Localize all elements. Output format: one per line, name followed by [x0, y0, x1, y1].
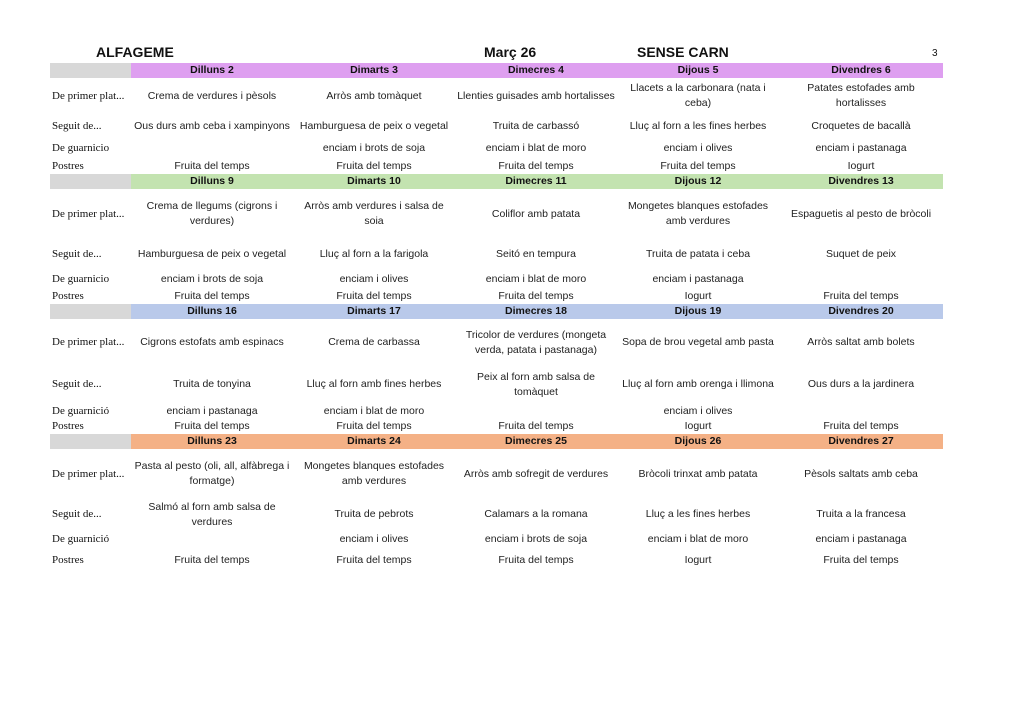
menu-cell [455, 403, 617, 419]
menu-row-first-course [50, 78, 943, 114]
menu-cell: Patates estofades amb hortalisses [807, 82, 915, 109]
menu-cell: Fruita del temps [823, 420, 899, 432]
menu-cell: Iogurt [684, 553, 712, 566]
menu-cell: enciam i brots de soja [160, 273, 264, 285]
menu-cell: Fruita del temps [174, 160, 250, 172]
menu-row-first-course [50, 189, 943, 239]
menu-cell: Mongetes blanques estofades amb verdures [303, 460, 445, 487]
week-header-row [50, 63, 943, 78]
row-label: Seguit de... [52, 248, 102, 260]
menu-cell: enciam i blat de moro [485, 273, 587, 285]
menu-cell: Arròs amb sofregit de verdures [463, 467, 609, 480]
day-header: Dimecres 11 [455, 174, 617, 189]
header-blank-cell [50, 174, 131, 189]
day-header: Dimarts 24 [293, 434, 455, 449]
menu-cell: Lluç al forn a la farigola [319, 248, 429, 260]
row-label: De primer plat... [52, 336, 125, 348]
day-header: Divendres 6 [779, 63, 943, 78]
row-label: De guarnició [52, 533, 110, 545]
header-blank-cell [50, 434, 131, 449]
menu-cell: enciam i pastanaga [815, 142, 907, 154]
menu-cell: Llenties guisades amb hortalisses [457, 89, 615, 102]
day-header: Dilluns 9 [131, 174, 293, 189]
menu-cell: Peix al forn amb salsa de tomàquet [477, 370, 595, 398]
month-title: Març 26 [484, 44, 537, 60]
row-label: De primer plat... [52, 467, 125, 480]
menu-cell: Ous durs amb ceba i xampinyons [134, 119, 290, 132]
row-label: De guarnicio [52, 273, 110, 285]
day-header: Dimarts 10 [293, 174, 455, 189]
menu-cell: enciam i brots de soja [322, 142, 426, 154]
menu-row-garnish [50, 530, 943, 549]
menu-cell: enciam i pastanaga [166, 404, 258, 417]
menu-cell: enciam i pastanaga [815, 533, 907, 545]
menu-cell: enciam i olives [663, 142, 733, 154]
menu-cell: Truita de tonyina [173, 378, 251, 390]
menu-cell: Espaguetis al pesto de bròcoli [790, 207, 932, 220]
menu-cell: enciam i blat de moro [323, 404, 425, 417]
menu-cell: Iogurt [847, 160, 875, 172]
menu-cell: Cigrons estofats amb espinacs [140, 336, 284, 348]
school-name: ALFAGEME [96, 44, 174, 60]
menu-cell: Bròcoli trinxat amb patata [638, 467, 758, 480]
menu-cell: Lluç al forn amb fines herbes [306, 378, 442, 390]
day-header: Dimarts 17 [293, 304, 455, 319]
day-header: Dimarts 3 [293, 63, 455, 78]
row-label: Seguit de... [52, 378, 102, 390]
day-header: Dimecres 18 [455, 304, 617, 319]
menu-cell: enciam i brots de soja [484, 533, 588, 545]
menu-cell: Pasta al pesto (oli, all, alfàbrega i formatge) [134, 460, 290, 487]
day-header: Dijous 26 [617, 434, 779, 449]
menu-cell: Fruita del temps [174, 420, 250, 432]
menu-cell: Fruita del temps [498, 160, 574, 172]
menu-row-garnish [50, 138, 943, 159]
menu-cell: Lluç al forn a les fines herbes [629, 119, 767, 132]
menu-cell: Arròs amb verdures i salsa de soia [304, 200, 444, 227]
menu-cell: enciam i olives [339, 533, 409, 545]
menu-cell: Arròs saltat amb bolets [807, 336, 915, 348]
menu-cell: Tricolor de verdures (mongeta verda, patata i pastanaga) [465, 328, 607, 356]
header-blank-cell [50, 304, 131, 319]
menu-cell: Iogurt [684, 290, 712, 302]
menu-cell [131, 530, 293, 549]
row-label: De primer plat... [52, 89, 125, 102]
menu-row-second-course [50, 366, 943, 403]
menu-cell [779, 403, 943, 419]
menu-cell: Croquetes de bacallà [811, 119, 911, 132]
menu-cell: Suquet de peix [825, 248, 897, 260]
menu-cell: Arròs amb tomàquet [326, 89, 422, 102]
week-header-row [50, 434, 943, 449]
row-label: Seguit de... [52, 119, 102, 132]
menu-cell: Truita de carbassó [492, 119, 580, 132]
row-label: Postres [52, 160, 84, 172]
menu-table [50, 63, 943, 571]
header-blank-cell [50, 63, 131, 78]
row-label: De guarnicio [52, 142, 110, 154]
menu-row-dessert [50, 549, 943, 571]
row-label: Seguit de... [52, 508, 102, 520]
menu-cell: Ous durs a la jardinera [807, 378, 915, 390]
menu-cell: enciam i blat de moro [647, 533, 749, 545]
menu-cell [131, 138, 293, 159]
week-header-row [50, 304, 943, 319]
menu-cell: Lluç al forn amb orenga i llimona [622, 378, 774, 390]
menu-cell: Truita de pebrots [334, 508, 414, 520]
day-header: Divendres 20 [779, 304, 943, 319]
menu-row-dessert [50, 159, 943, 174]
menu-cell: Mongetes blanques estofades amb verdures [627, 200, 769, 227]
day-header: Dimecres 4 [455, 63, 617, 78]
menu-cell: Fruita del temps [498, 420, 574, 432]
menu-row-garnish [50, 403, 943, 419]
row-label: Postres [52, 420, 84, 432]
menu-cell: Fruita del temps [823, 553, 899, 566]
menu-cell: Pèsols saltats amb ceba [804, 467, 918, 480]
menu-cell: enciam i olives [339, 273, 409, 285]
menu-cell: Fruita del temps [336, 553, 412, 566]
menu-cell: Crema de carbassa [328, 336, 420, 348]
menu-cell: Fruita del temps [174, 553, 250, 566]
menu-cell: Truita a la francesa [816, 508, 906, 520]
menu-cell: Salmó al forn amb salsa de verdures [148, 500, 276, 528]
menu-row-second-course [50, 499, 943, 530]
day-header: Divendres 27 [779, 434, 943, 449]
menu-cell: Fruita del temps [823, 290, 899, 302]
menu-row-garnish [50, 270, 943, 289]
menu-cell: Fruita del temps [336, 420, 412, 432]
menu-cell: Crema de verdures i pèsols [147, 89, 277, 102]
menu-cell: Fruita del temps [498, 553, 574, 566]
menu-cell: Fruita del temps [336, 160, 412, 172]
menu-cell: Truita de patata i ceba [645, 248, 751, 260]
menu-cell: Fruita del temps [174, 290, 250, 302]
menu-cell: Calamars a la romana [484, 508, 588, 520]
menu-row-dessert [50, 289, 943, 304]
menu-cell: enciam i olives [663, 404, 733, 417]
week-header-row [50, 174, 943, 189]
menu-cell: Hamburguesa de peix o vegetal [137, 248, 287, 260]
menu-cell [779, 270, 943, 289]
menu-row-dessert [50, 419, 943, 434]
day-header: Dilluns 16 [131, 304, 293, 319]
menu-cell: Coliflor amb patata [491, 207, 581, 220]
day-header: Dijous 12 [617, 174, 779, 189]
menu-cell: Crema de llegums (cigrons i verdures) [146, 200, 278, 227]
menu-cell: Sopa de brou vegetal amb pasta [622, 336, 774, 348]
menu-cell: Llacets a la carbonara (nata i ceba) [630, 82, 766, 109]
menu-cell: Fruita del temps [660, 160, 736, 172]
menu-cell: Seitó en tempura [496, 248, 576, 260]
day-header: Divendres 13 [779, 174, 943, 189]
row-label: De primer plat... [52, 207, 125, 220]
menu-row-second-course [50, 114, 943, 138]
page-number: 3 [932, 48, 938, 59]
day-header: Dilluns 2 [131, 63, 293, 78]
menu-cell: Hamburguesa de peix o vegetal [299, 119, 449, 132]
row-label: Postres [52, 290, 84, 302]
menu-cell: Fruita del temps [336, 290, 412, 302]
menu-row-first-course [50, 449, 943, 499]
menu-cell: Lluç a les fines herbes [645, 508, 751, 520]
day-header: Dijous 5 [617, 63, 779, 78]
menu-row-first-course [50, 319, 943, 366]
day-header: Dilluns 23 [131, 434, 293, 449]
menu-cell: enciam i pastanaga [652, 273, 744, 285]
menu-type-title: SENSE CARN [637, 44, 729, 60]
row-label: Postres [52, 553, 84, 566]
row-label: De guarnició [52, 404, 110, 417]
menu-row-second-course [50, 239, 943, 270]
menu-cell: Iogurt [684, 420, 712, 432]
day-header: Dimecres 25 [455, 434, 617, 449]
menu-cell: enciam i blat de moro [485, 142, 587, 154]
day-header: Dijous 19 [617, 304, 779, 319]
menu-cell: Fruita del temps [498, 290, 574, 302]
